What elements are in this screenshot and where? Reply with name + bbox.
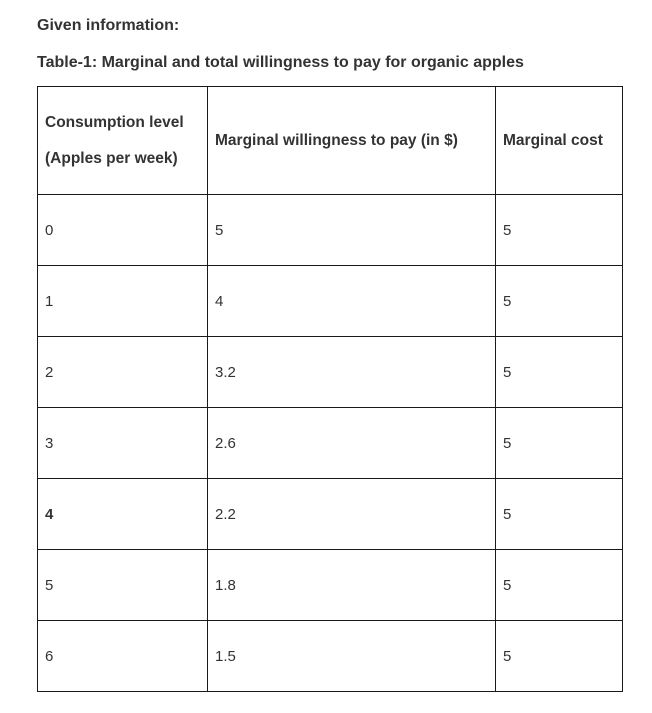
table-caption: Table-1: Marginal and total willingness to pay for organic apples <box>37 54 524 71</box>
cell-consumption: 3 <box>38 408 208 479</box>
cell-mwtp: 1.8 <box>208 550 496 621</box>
cell-mwtp: 2.2 <box>208 479 496 550</box>
cell-marginal-cost: 5 <box>496 479 623 550</box>
cell-mwtp: 3.2 <box>208 337 496 408</box>
cell-consumption: 5 <box>38 550 208 621</box>
cell-consumption: 2 <box>38 337 208 408</box>
header-consumption-line2: (Apples per week) <box>45 149 178 167</box>
header-consumption-level <box>38 87 208 195</box>
table-row <box>38 337 623 408</box>
cell-marginal-cost: 5 <box>496 550 623 621</box>
cell-marginal-cost: 5 <box>496 195 623 266</box>
cell-marginal-cost: 5 <box>496 621 623 692</box>
cell-marginal-cost: 5 <box>496 337 623 408</box>
header-marginal-willingness: Marginal willingness to pay (in $) <box>208 87 496 195</box>
header-consumption-line1: Consumption level <box>45 113 184 131</box>
cell-consumption: 1 <box>38 266 208 337</box>
cell-consumption: 0 <box>38 195 208 266</box>
cell-mwtp: 1.5 <box>208 621 496 692</box>
table-row <box>38 195 623 266</box>
willingness-to-pay-table <box>37 86 623 692</box>
cell-marginal-cost: 5 <box>496 266 623 337</box>
cell-consumption: 6 <box>38 621 208 692</box>
table-row <box>38 479 623 550</box>
table-row <box>38 266 623 337</box>
table-header-row <box>38 87 623 195</box>
cell-consumption: 4 <box>38 479 208 550</box>
cell-mwtp: 4 <box>208 266 496 337</box>
table-row <box>38 621 623 692</box>
cell-mwtp: 2.6 <box>208 408 496 479</box>
cell-marginal-cost: 5 <box>496 408 623 479</box>
table-row <box>38 408 623 479</box>
table-row <box>38 550 623 621</box>
cell-mwtp: 5 <box>208 195 496 266</box>
given-information-heading: Given information: <box>37 17 180 34</box>
header-marginal-cost: Marginal cost <box>496 87 623 195</box>
